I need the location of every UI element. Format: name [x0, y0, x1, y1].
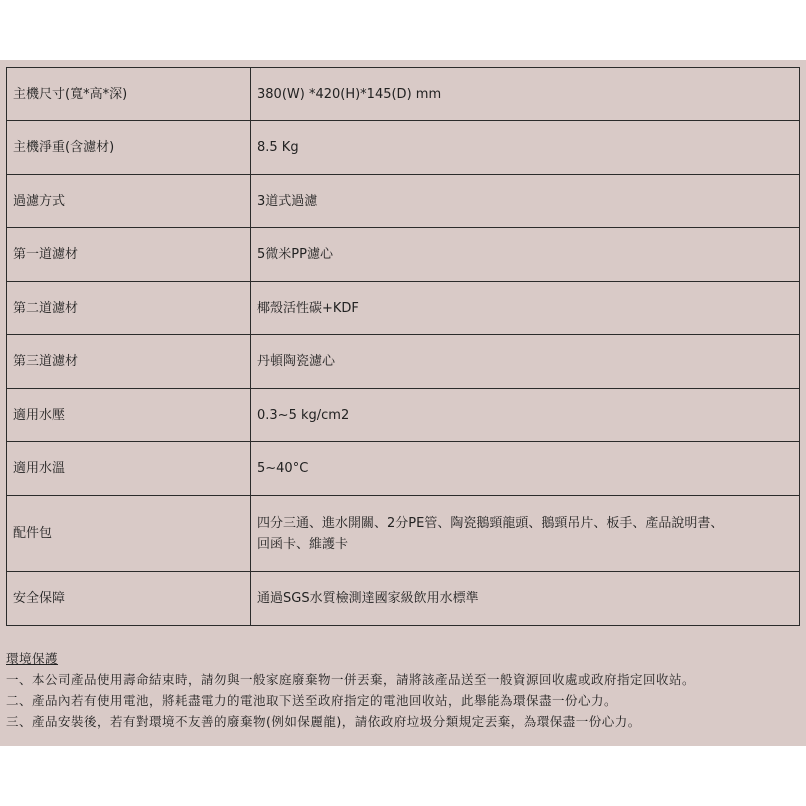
- row-label: 主機淨重(含濾材): [7, 121, 251, 175]
- row-value-line: 回函卡、維護卡: [257, 536, 349, 552]
- table-row: [7, 228, 800, 282]
- row-label: 第一道濾材: [7, 228, 251, 282]
- row-label: 第二道濾材: [7, 282, 251, 335]
- table-row: [7, 496, 800, 572]
- row-label: 配件包: [7, 496, 251, 572]
- row-value: 椰殼活性碳+KDF: [251, 282, 800, 335]
- table-row: [7, 442, 800, 496]
- environment-title: 環境保護: [6, 651, 59, 666]
- table-row: [7, 335, 800, 389]
- row-value: 5~40°C: [251, 442, 800, 496]
- environment-note: 三、產品安裝後，若有對環境不友善的廢棄物(例如保麗龍)，請依政府垃圾分類規定丟棄，為環保盡一份心力。: [6, 714, 641, 729]
- table-row: [7, 68, 800, 121]
- table-row: [7, 572, 800, 626]
- environment-note: 二、產品內若有使用電池，將耗盡電力的電池取下送至政府指定的電池回收站，此舉能為環保盡一份心力。: [6, 693, 618, 708]
- row-value: 丹頓陶瓷濾心: [251, 335, 800, 389]
- row-value: [251, 496, 800, 572]
- row-value: 通過SGS水質檢測達國家級飲用水標準: [251, 572, 800, 626]
- row-label: 適用水壓: [7, 389, 251, 442]
- row-label: 第三道濾材: [7, 335, 251, 389]
- spec-panel: [0, 60, 806, 746]
- row-label: 主機尺寸(寬*高*深): [7, 68, 251, 121]
- row-value: 3道式過濾: [251, 175, 800, 228]
- table-row: [7, 175, 800, 228]
- row-value-line: 四分三通、進水開關、2分PE管、陶瓷鵝頸龍頭、鵝頸吊片、板手、產品說明書、: [257, 515, 724, 531]
- environment-note: 一、本公司產品使用壽命結束時，請勿與一般家庭廢棄物一併丟棄，請將該產品送至一般資源回收處或政府指定回收站。: [6, 672, 696, 687]
- row-value: 5微米PP濾心: [251, 228, 800, 282]
- row-value: 380(W) *420(H)*145(D) mm: [251, 68, 800, 121]
- table-row: [7, 121, 800, 175]
- row-value: 8.5 Kg: [251, 121, 800, 175]
- row-label: 安全保障: [7, 572, 251, 626]
- row-label: 適用水溫: [7, 442, 251, 496]
- table-row: [7, 389, 800, 442]
- environment-notes: [6, 648, 802, 732]
- row-value: 0.3~5 kg/cm2: [251, 389, 800, 442]
- row-label: 過濾方式: [7, 175, 251, 228]
- table-row: [7, 282, 800, 335]
- spec-table: [6, 67, 800, 626]
